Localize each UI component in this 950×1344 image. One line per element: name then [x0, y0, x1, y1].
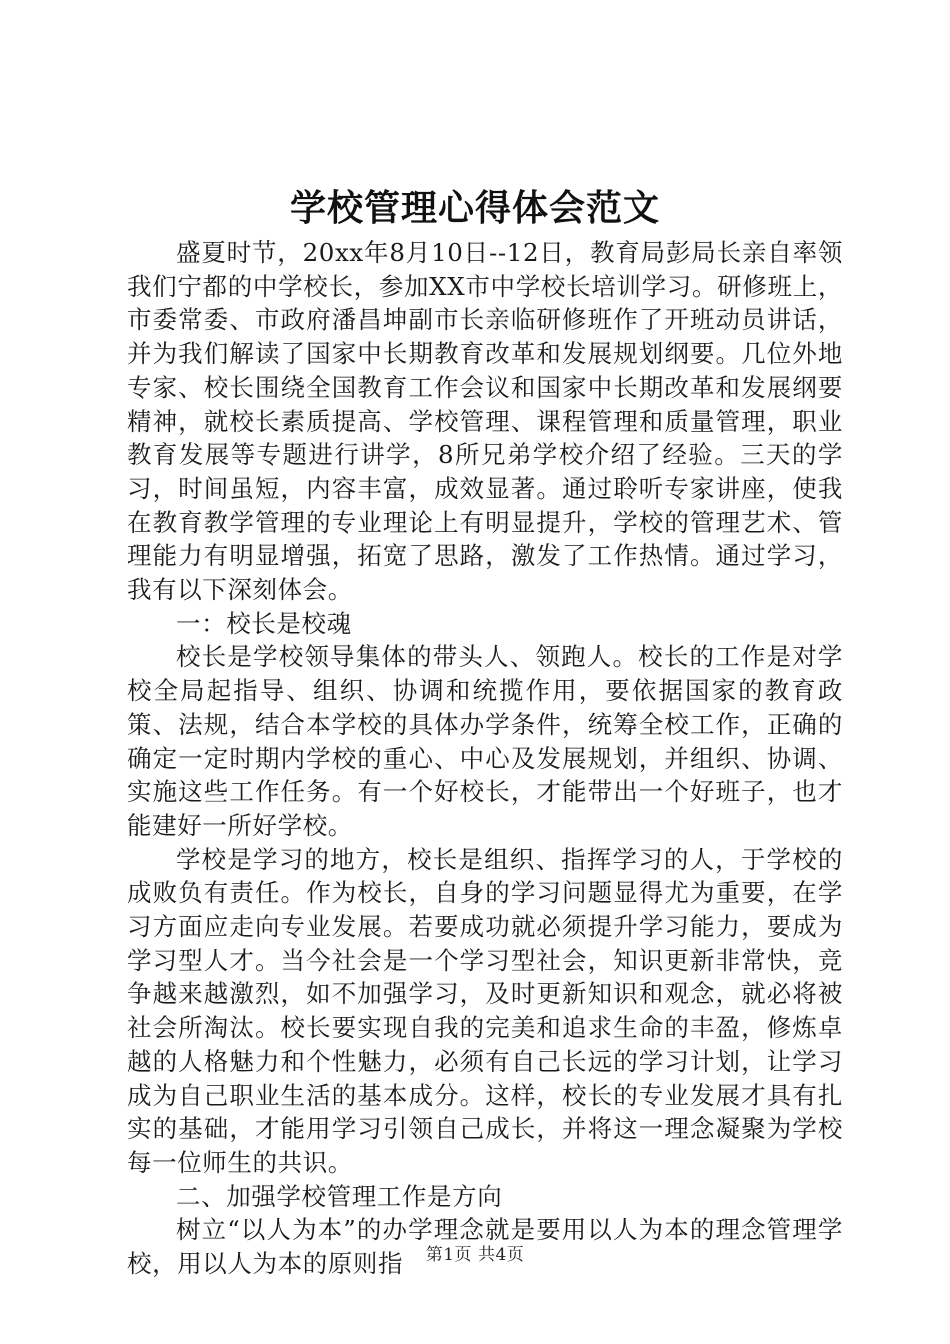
- paragraph-principal-role: 校长是学校领导集体的带头人、领跑人。校长的工作是对学校全局起指导、组织、协调和统揽作用，要依据国家的教育政策、法规，结合本学校的具体办学条件，统筹全校工作，正确的确定一定时期内学校的重心、中心及发展规划，并组织、协调、实施这些工作任务。有一个好校长，才能带出一个好班子，也才能建好一所好学校。: [127, 642, 843, 840]
- document-body: [127, 236, 843, 1281]
- paragraph-people-oriented: 树立“以人为本”的办学理念就是要用以人为本的理念管理学校，用以人为本的原则指: [127, 1215, 843, 1279]
- page-footer: 第1页 共4页: [425, 1245, 525, 1265]
- paragraph-intro: 盛夏时节，20xx年8月10日--12日，教育局彭局长亲自率领我们宁都的中学校长，参加XX市中学校长培训学习。研修班上，市委常委、市政府潘昌坤副市长亲临研修班作了开班动员讲话，并为我们解读了国家中长期教育改革和发展规划纲要。几位外地专家、校长围绕全国教育工作会议和国家中长期改革和发展纲要精神，就校长素质提高、学校管理、课程管理和质量管理，职业教育发展等专题进行讲学，8所兄弟学校介绍了经验。三天的学习，时间虽短，内容丰富，成效显著。通过聆听专家讲座，使我在教育教学管理的专业理论上有明显提升，学校的管理艺术、管理能力有明显增强，拓宽了思路，激发了工作热情。通过学习，我有以下深刻体会。: [127, 238, 843, 605]
- paragraph-principal-learning: 学校是学习的地方，校长是组织、指挥学习的人，于学校的成败负有责任。作为校长，自身的学习问题显得尤为重要，在学习方面应走向专业发展。若要成功就必须提升学习能力，要成为学习型人才。当今社会是一个学习型社会，知识更新非常快，竞争越来越激烈，如不加强学习，及时更新知识和观念，就必将被社会所淘汰。校长要实现自我的完美和追求生命的丰盈，修炼卓越的人格魅力和个性魅力，必须有自己长远的学习计划，让学习成为自己职业生活的基本成分。这样，校长的专业发展才具有扎实的基础，才能用学习引领自己成长，并将这一理念凝聚为学校每一位师生的共识。: [127, 844, 843, 1177]
- section-heading-2: 二、加强学校管理工作是方向: [176, 1181, 503, 1211]
- document-title: 学校管理心得体会范文: [289, 187, 660, 229]
- section-heading-1: 一：校长是校魂: [176, 608, 352, 638]
